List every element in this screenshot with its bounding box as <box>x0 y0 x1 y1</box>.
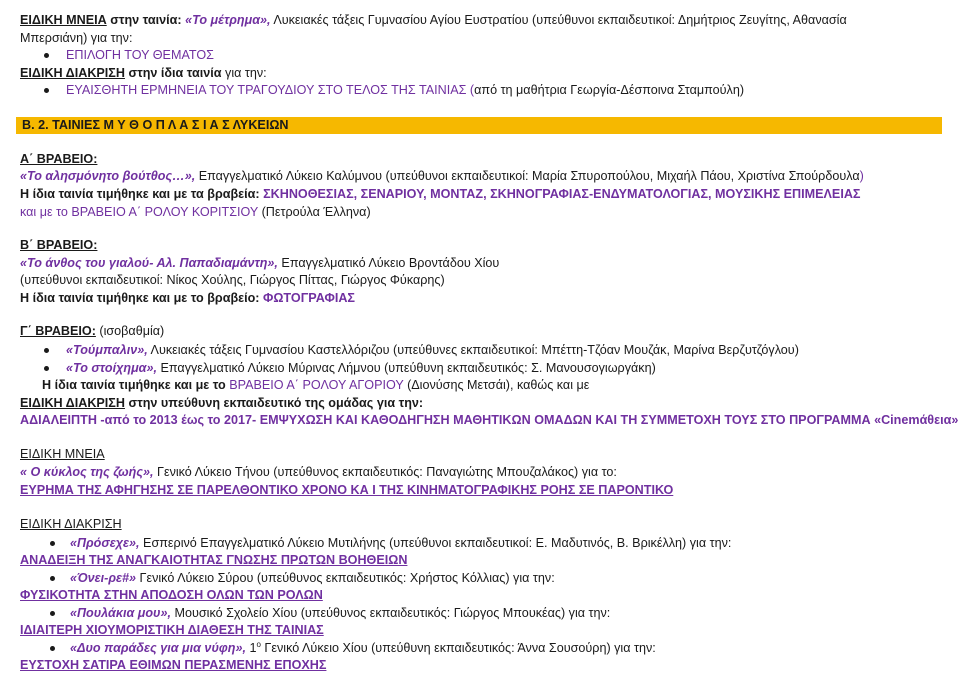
extra-awards-line <box>42 376 589 394</box>
award-text: ΦΥΣΙΚΟΤΗΤΑ ΣΤΗΝ ΑΠΟΔΟΣΗ ΟΛΩΝ ΤΩΝ ΡΟΛΩΝ <box>20 588 323 602</box>
award-text: ΑΔΙΑΛΕΙΠΤΗ -από το 2013 έως το 2017- ΕΜΨΥΧΩΣΗ ΚΑΙ ΚΑΘΟΔΗΓΗΣΗ ΜΑΘΗΤΙΚΩΝ ΟΜΑΔΩΝ ΚΑΙ ΤΗ ΣΥΜΜΕΤΟΧΗ ΤΟΥΣ ΣΤΟ ΠΡΟΓΡΑΜΜΑ «Cinemάθεια» <box>20 413 959 427</box>
school-info: Λυκειακές τάξεις Γυμνασίου Αγίου Ευστρατίου (υπεύθυνοι εκπαιδευτικοί: Δημήτριος Ζευγίτης, Αθανασία <box>270 13 847 27</box>
third-prize-heading <box>20 322 164 340</box>
awards-list: ΣΚΗΝΟΘΕΣΙΑΣ, ΣΕΝΑΡΙΟΥ, ΜΟΝΤΑΖ, ΣΚΗΝΟΓΡΑΦΙΑΣ-ΕΝΔΥΜΑΤΟΛΟΓΙΑΣ, ΜΟΥΣΙΚΗΣ ΕΠΙΜΕΛΕΙΑΣ <box>263 187 861 201</box>
bullet-icon <box>50 611 55 616</box>
text: και με το <box>20 205 72 219</box>
label-text: Η ίδια ταινία τιμήθηκε και με τα βραβεία: <box>20 187 264 201</box>
heading-text: ΕΙΔΙΚΗ ΔΙΑΚΡΙΣΗ <box>20 517 122 531</box>
teachers-info: (υπεύθυνοι εκπαιδευτικοί: Νίκος Χούλης, Γιώργος Πίττας, Γιώργος Φύκαρης) <box>20 273 445 287</box>
award-text: ΕΥΣΤΟΧΗ ΣΑΤΙΡΑ ΕΘΙΜΩΝ ΠΕΡΑΣΜΕΝΗΣ ΕΠΟΧΗΣ <box>20 658 327 672</box>
film-title: «Τούμπαλιν», <box>66 343 148 357</box>
bullet-icon <box>44 88 49 93</box>
distinction-reason <box>20 586 323 604</box>
school-info: Επαγγελματικό Λύκειο Καλύμνου (υπεύθυνοι εκπαιδευτικοί: Μαρία Σπυροπούλου, Μιχαήλ Πάου, Χριστίνα Σπούρδουλα <box>195 169 860 183</box>
film-title: «Το μέτρημα», <box>185 13 271 27</box>
mention-reason <box>20 481 673 499</box>
school-info: Επαγγελματικό Λύκειο Βροντάδου Χίου <box>277 256 500 270</box>
school-info: Επαγγελματικό Λύκειο Μύρινας Λήμνου (υπεύθυνη εκπαιδευτικός: Σ. Μανουσογιωργάκη) <box>157 361 656 375</box>
heading-text: Γ΄ ΒΡΑΒΕΙΟ: <box>20 324 96 338</box>
award-text: ΒΡΑΒΕΙΟ Α΄ ΡΟΛΟΥ ΚΟΡΙΤΣΙΟΥ <box>71 205 259 219</box>
text: για την: <box>221 66 267 80</box>
second-prize-heading <box>20 236 97 254</box>
entry-line-cont <box>20 271 445 289</box>
school-info: Γενικό Λύκειο Χίου (υπεύθυνη εκπαιδευτικός: Άννα Σουσούρη) για την: <box>260 641 656 655</box>
actor-name: (Διονύσης Μετσάι), καθώς και με <box>403 378 590 392</box>
ordinal-superscript: ο <box>256 639 261 649</box>
extra-awards-line <box>20 185 861 203</box>
film-title: « Ο κύκλος της ζωής», <box>20 465 154 479</box>
film-title: «Το αλησμόνητο βούτθος…», <box>20 169 196 183</box>
bullet-icon <box>44 53 49 58</box>
paren: ) <box>859 169 864 183</box>
bullet-icon <box>44 366 49 371</box>
entry-line <box>66 359 656 377</box>
student-info: από τη μαθήτρια Γεωργία-Δέσποινα Σταμπούλη) <box>474 83 745 97</box>
bullet-icon <box>44 348 49 353</box>
bullet-icon <box>50 576 55 581</box>
actor-name: (Πετρούλα Έλληνα) <box>258 205 371 219</box>
heading-text: ΕΙΔΙΚΗ ΜΝΕΙΑ <box>20 447 105 461</box>
distinction-line <box>20 64 267 82</box>
entry-line <box>70 604 610 622</box>
extra-awards-line <box>20 289 355 307</box>
award-text: ΦΩΤΟΓΡΑΦΙΑΣ <box>263 291 355 305</box>
label-text: Η ίδια ταινία τιμήθηκε και με το <box>42 378 230 392</box>
film-title: «Όνει-ρε#» <box>70 571 137 585</box>
section-title: Β. 2. ΤΑΙΝΙΕΣ Μ Υ Θ Ο Π Λ Α Σ Ι Α Σ ΛΥΚΕΙΩΝ <box>22 118 289 132</box>
school-info: Μουσικό Σχολείο Χίου (υπεύθυνος εκπαιδευτικός: Γιώργος Μπουκέας) για την: <box>171 606 611 620</box>
entry-line <box>20 463 617 481</box>
award-text: ΕΠΙΛΟΓΗ ΤΟΥ ΘΕΜΑΤΟΣ <box>66 48 214 62</box>
tie-note: (ισοβαθμία) <box>95 324 165 338</box>
section-header-band <box>16 117 942 134</box>
entry-line <box>66 341 799 359</box>
label-text: στην ίδια ταινία <box>124 66 222 80</box>
label-text: Η ίδια ταινία τιμήθηκε και με το βραβείο: <box>20 291 263 305</box>
label-text: στην ταινία: <box>106 13 186 27</box>
distinction-line <box>20 394 423 412</box>
film-title: «Το άνθος του γιαλού- Αλ. Παπαδιαμάντη», <box>20 256 278 270</box>
distinction-reason <box>20 551 407 569</box>
special-distinction-heading: ΕΙΔΙΚΗ ΔΙΑΚΡΙΣΗ <box>20 66 125 80</box>
award-text: ΕΥΡΗΜΑ ΤΗΣ ΑΦΗΓΗΣΗΣ ΣΕ ΠΑΡΕΛΘΟΝΤΙΚΟ ΧΡΟΝΟ ΚΑ Ι ΤΗΣ ΚΙΝΗΜΑΤΟΓΡΑΦΙΚΗΣ ΡΟΗΣ ΣΕ ΠΑΡΟΝΤΙΚΟ <box>20 483 674 497</box>
distinction-reason <box>20 621 324 639</box>
school-info: Γενικό Λύκειο Τήνου (υπεύθυνος εκπαιδευτικός: Παναγιώτης Μπουζαλάκος) για το: <box>153 465 617 479</box>
school-info: Εσπερινό Επαγγελματικό Λύκειο Μυτιλήνης (υπεύθυνοι εκπαιδευτικοί: Ε. Μαδυτινός, Β. Βρικέλλη) για την: <box>139 536 732 550</box>
award-text: ΕΥΑΙΣΘΗΤΗ ΕΡΜΗΝΕΙΑ ΤΟΥ ΤΡΑΓΟΥΔΙΟΥ ΣΤΟ ΤΕΛΟΣ ΤΗΣ ΤΑΙΝΙΑΣ <box>66 83 467 97</box>
distinction-reason <box>20 411 958 429</box>
entry-line <box>20 254 499 272</box>
school-info: Λυκειακές τάξεις Γυμνασίου Καστελλόριζου (υπεύθυνες εκπαιδευτικοί: Μπέττη-Τζόαν Μουζάκ, Μαρίνα Βερζυτζόγλου) <box>147 343 799 357</box>
special-distinction-heading: ΕΙΔΙΚΗ ΔΙΑΚΡΙΣΗ <box>20 396 125 410</box>
film-title: «Το στοίχημα», <box>66 361 157 375</box>
label-text: στην υπεύθυνη εκπαιδευτικό της ομάδας για την: <box>124 396 424 410</box>
bullet-icon <box>50 646 55 651</box>
entry-line <box>70 569 555 587</box>
mention-heading <box>20 445 105 463</box>
award-text: ΙΔΙΑΙΤΕΡΗ ΧΙΟΥΜΟΡΙΣΤΙΚΗ ΔΙΑΘΕΣΗ ΤΗΣ ΤΑΙΝΙΑΣ <box>20 623 324 637</box>
text: 1 <box>245 641 257 655</box>
entry-line <box>70 534 731 552</box>
heading-text: Α΄ ΒΡΑΒΕΙΟ: <box>20 152 98 166</box>
film-title: «Πουλάκια μου», <box>70 606 171 620</box>
text: Μπερσιάνη) για την: <box>20 31 133 45</box>
award-text: ΒΡΑΒΕΙΟ Α΄ ΡΟΛΟΥ ΑΓΟΡΙΟΥ <box>229 378 404 392</box>
bullet-icon <box>50 541 55 546</box>
school-info: Γενικό Λύκειο Σύρου (υπεύθυνος εκπαιδευτικός: Χρήστος Κόλλιας) για την: <box>136 571 555 585</box>
award-reason <box>66 46 214 64</box>
distinction-reason <box>20 656 326 674</box>
entry-line <box>20 167 864 185</box>
award-reason <box>66 81 744 99</box>
film-title: «Πρόσεχε», <box>70 536 140 550</box>
paren: ( <box>466 83 475 97</box>
film-title: «Δυο παράδες για μια νύφη», <box>70 641 246 655</box>
distinction-heading <box>20 515 122 533</box>
award-text: ΑΝΑΔΕΙΞΗ ΤΗΣ ΑΝΑΓΚΑΙΟΤΗΤΑΣ ΓΝΩΣΗΣ ΠΡΩΤΩΝ ΒΟΗΘΕΙΩΝ <box>20 553 408 567</box>
heading-text: Β΄ ΒΡΑΒΕΙΟ: <box>20 238 98 252</box>
extra-awards-line-cont <box>20 203 371 221</box>
mention-line-cont <box>20 29 132 47</box>
special-mention-heading: ΕΙΔΙΚΗ ΜΝΕΙΑ <box>20 13 107 27</box>
first-prize-heading <box>20 150 97 168</box>
mention-line <box>20 11 847 29</box>
entry-line <box>70 639 656 657</box>
